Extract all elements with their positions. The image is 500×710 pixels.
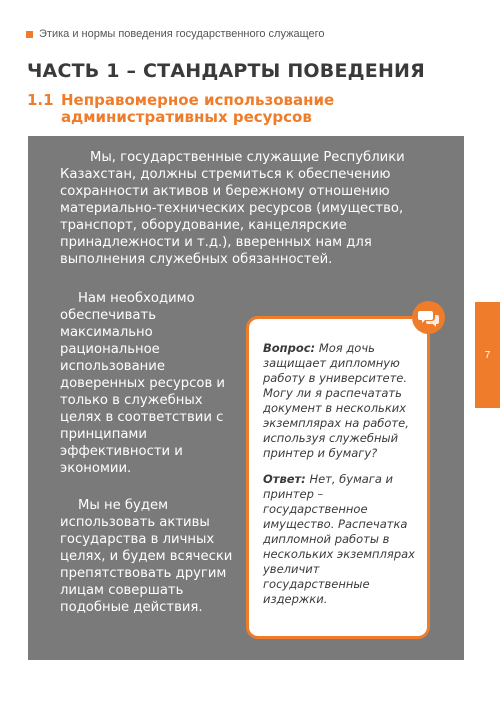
section-number: 1.1 bbox=[27, 91, 54, 109]
section-title bbox=[27, 92, 347, 126]
question-block bbox=[263, 341, 415, 461]
page-number-tab bbox=[475, 302, 500, 408]
running-header bbox=[26, 28, 325, 40]
page-number: 7 bbox=[484, 349, 491, 361]
answer-label: Ответ: bbox=[263, 472, 306, 486]
running-header-text: Этика и нормы поведения государственного служащего bbox=[39, 28, 325, 40]
section-title-line2: административных ресурсов bbox=[61, 108, 312, 126]
speech-bubble-glyph bbox=[418, 308, 440, 328]
header-square-icon bbox=[26, 31, 33, 38]
speech-bubble-icon bbox=[412, 301, 445, 334]
part-title: ЧАСТЬ 1 – СТАНДАРТЫ ПОВЕДЕНИЯ bbox=[27, 60, 425, 82]
answer-block bbox=[263, 472, 415, 607]
question-label: Вопрос: bbox=[263, 341, 316, 355]
question-text: Моя дочь защищает дипломную работу в университете. Могу ли я распечатать документ в нескольких экземплярах на работе, используя служебный принтер и бумагу? bbox=[263, 341, 409, 460]
body-paragraph-3: Мы не будем использовать активы государства в личных целях, и будем всячески препятствовать другим лицам совершать подобные действия. bbox=[60, 498, 233, 615]
section-title-line1: Неправомерное использование bbox=[61, 91, 335, 109]
qa-callout bbox=[246, 316, 430, 639]
body-paragraph-2: Нам необходимо обеспечивать максимально рациональное использование доверенных ресурсов и только в служебных целях в соответствии с принципами эффективности и экономии. bbox=[60, 291, 225, 476]
body-paragraph-1: Мы, государственные служащие Республики Казахстан, должны стремиться к обеспечению сохранности активов и бережному отношению материально-технических ресурсов (имущество, транспорт, оборудование, канцелярские принадлежности и т.д.), вверенных нам для выполнения служебных обязанностей. bbox=[60, 150, 405, 267]
answer-text: Нет, бумага и принтер – государственное имущество. Распечатка дипломной работы в нескольких экземплярах увеличит государственные издержки. bbox=[263, 472, 415, 606]
